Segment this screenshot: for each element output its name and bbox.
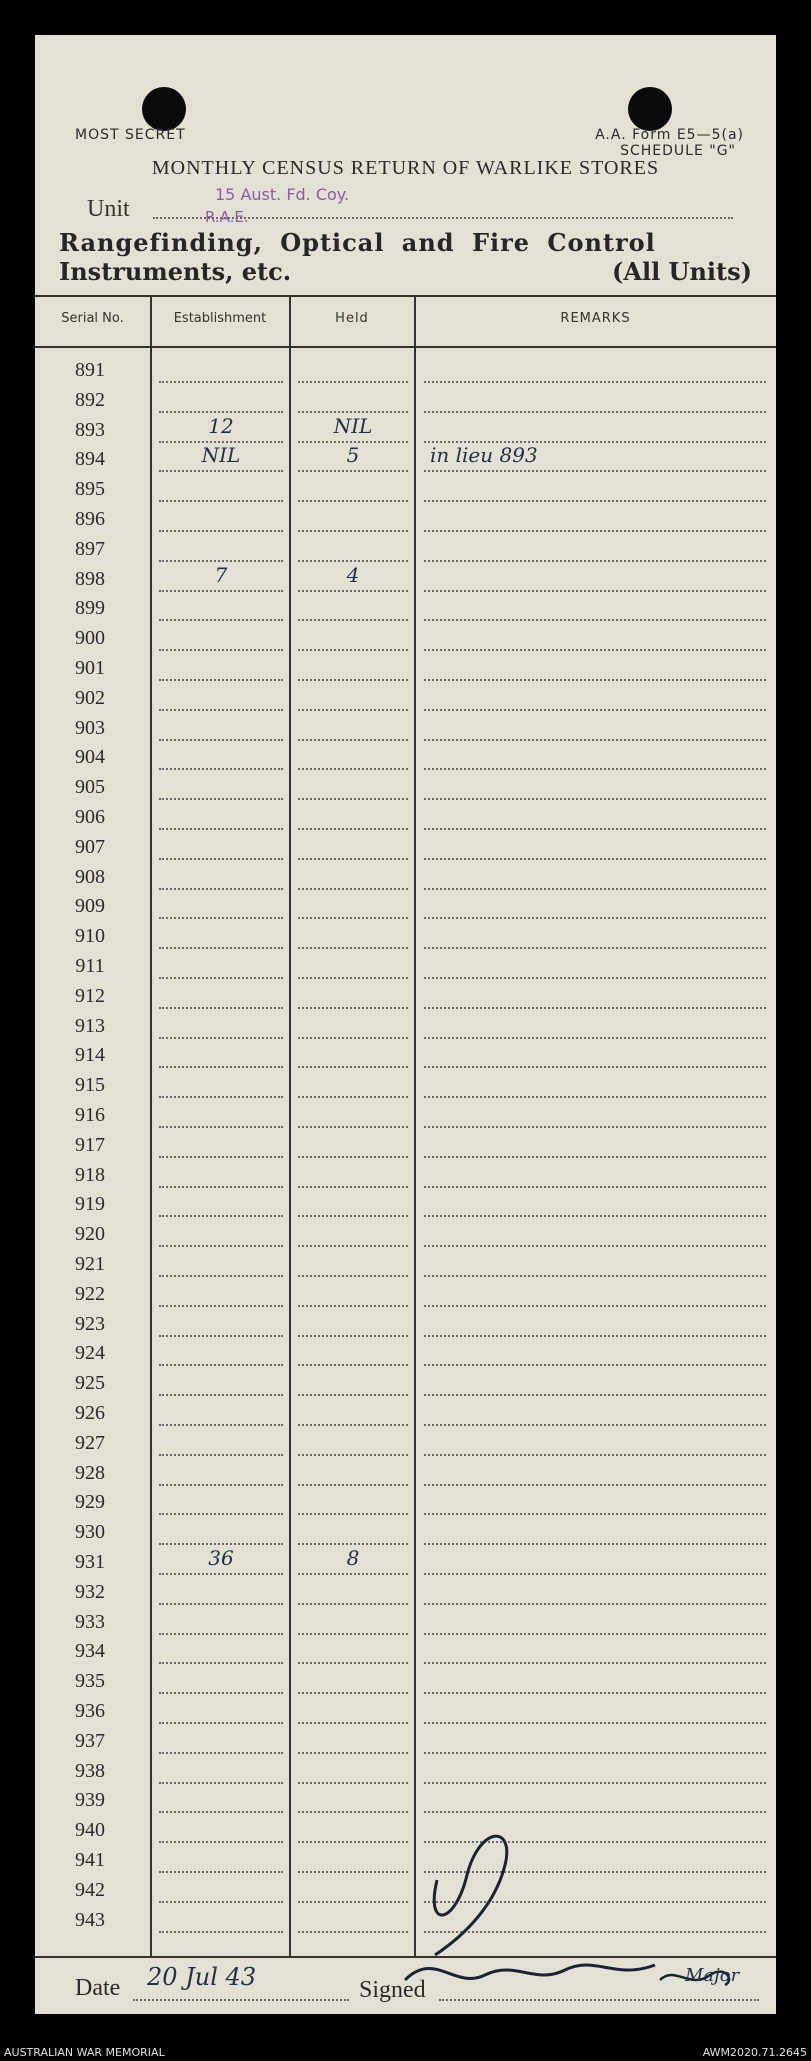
held-line	[298, 1215, 408, 1217]
remarks-line	[424, 590, 766, 592]
column-divider-2	[289, 296, 291, 1957]
serial-number: 899	[75, 597, 105, 620]
serial-number: 903	[75, 716, 105, 739]
serial-number: 943	[75, 1908, 105, 1931]
remarks-line	[424, 739, 766, 741]
establishment-value: 12	[208, 413, 234, 438]
held-line	[298, 649, 408, 651]
held-line	[298, 768, 408, 770]
serial-number: 912	[75, 984, 105, 1007]
establishment-line	[159, 1692, 283, 1694]
held-line	[298, 798, 408, 800]
held-line	[298, 1096, 408, 1098]
remarks-line	[424, 947, 766, 949]
remarks-line	[424, 500, 766, 502]
held-line	[298, 1364, 408, 1366]
establishment-line	[159, 411, 283, 413]
held-line	[298, 619, 408, 621]
punch-hole-right	[628, 87, 672, 131]
remarks-line	[424, 411, 766, 413]
serial-number: 924	[75, 1342, 105, 1365]
establishment-line	[159, 1722, 283, 1724]
serial-number: 913	[75, 1014, 105, 1037]
establishment-line	[159, 679, 283, 681]
serial-number: 940	[75, 1819, 105, 1842]
remarks-line	[424, 1275, 766, 1277]
establishment-line	[159, 619, 283, 621]
remarks-value: in lieu 893	[430, 443, 538, 468]
census-form	[35, 35, 776, 2014]
serial-number: 937	[75, 1729, 105, 1752]
establishment-line	[159, 1901, 283, 1903]
establishment-line	[159, 1126, 283, 1128]
establishment-line	[159, 1007, 283, 1009]
serial-number: 920	[75, 1223, 105, 1246]
establishment-line	[159, 381, 283, 383]
date-dotted-line	[133, 1999, 349, 2001]
held-line	[298, 1573, 408, 1575]
serial-number: 908	[75, 865, 105, 888]
signature-flourish	[35, 35, 776, 2014]
remarks-line	[424, 649, 766, 651]
unit-label: Unit	[87, 196, 130, 222]
held-value: 8	[346, 1546, 360, 1570]
column-header-remarks: REMARKS	[560, 311, 631, 326]
establishment-line	[159, 1096, 283, 1098]
establishment-value: 7	[214, 562, 228, 587]
establishment-line	[159, 1156, 283, 1158]
establishment-line	[159, 1335, 283, 1337]
held-line	[298, 828, 408, 830]
held-line	[298, 1454, 408, 1456]
establishment-line	[159, 470, 283, 472]
serial-number: 921	[75, 1253, 105, 1275]
remarks-line	[424, 1215, 766, 1217]
held-line	[298, 1394, 408, 1396]
establishment-line	[159, 1364, 283, 1366]
remarks-line	[424, 679, 766, 681]
form-title: MONTHLY CENSUS RETURN OF WARLIKE STORES	[151, 157, 660, 179]
header-rule-bottom	[35, 346, 776, 348]
serial-number: 894	[75, 448, 105, 471]
serial-number: 942	[75, 1878, 105, 1901]
remarks-line	[424, 1037, 766, 1039]
serial-number: 897	[75, 537, 105, 560]
header-rule-top	[35, 295, 776, 297]
remarks-line	[424, 828, 766, 830]
establishment-line	[159, 530, 283, 532]
establishment-value: NIL	[201, 443, 241, 468]
held-line	[298, 1811, 408, 1813]
held-line	[298, 1275, 408, 1277]
serial-number: 909	[75, 895, 105, 918]
held-line	[298, 1335, 408, 1337]
serial-number: 926	[75, 1402, 105, 1424]
schedule-label: SCHEDULE "G"	[620, 143, 736, 159]
serial-number: 891	[75, 359, 105, 381]
held-line	[298, 1603, 408, 1605]
held-line	[298, 1782, 408, 1784]
remarks-line	[424, 1305, 766, 1307]
remarks-line	[424, 1722, 766, 1724]
serial-number: 910	[75, 925, 105, 948]
held-value: NIL	[333, 413, 373, 438]
remarks-line	[424, 1543, 766, 1545]
heading-line1: Rangefinding, Optical and Fire Control	[59, 228, 656, 257]
remarks-line	[424, 619, 766, 621]
held-line	[298, 590, 408, 592]
establishment-line	[159, 1245, 283, 1247]
held-line	[298, 739, 408, 741]
remarks-line	[424, 1931, 766, 1933]
establishment-line	[159, 1811, 283, 1813]
serial-number: 900	[75, 627, 105, 650]
establishment-line	[159, 1454, 283, 1456]
serial-number: 892	[75, 388, 105, 411]
remarks-line	[424, 1007, 766, 1009]
remarks-line	[424, 1126, 766, 1128]
remarks-line	[424, 1603, 766, 1605]
held-line	[298, 1692, 408, 1694]
serial-number: 915	[75, 1074, 105, 1097]
remarks-line	[424, 1752, 766, 1754]
serial-number: 911	[75, 955, 105, 977]
caption-institution: AUSTRALIAN WAR MEMORIAL	[4, 2046, 165, 2059]
unit-stamp-line2: R.A.E.	[205, 208, 249, 226]
remarks-line	[424, 470, 766, 472]
establishment-line	[159, 977, 283, 979]
date-value: 20 Jul 43	[147, 1963, 257, 1991]
remarks-line	[424, 917, 766, 919]
serial-number: 901	[75, 657, 105, 679]
punch-hole-left	[142, 87, 186, 131]
serial-number: 895	[75, 478, 105, 501]
establishment-line	[159, 1037, 283, 1039]
establishment-line	[159, 1543, 283, 1545]
serial-number: 914	[75, 1044, 105, 1067]
serial-number: 904	[75, 746, 105, 769]
remarks-line	[424, 1692, 766, 1694]
remarks-line	[424, 1335, 766, 1337]
serial-number: 927	[75, 1431, 105, 1454]
signed-label: Signed	[359, 1977, 426, 2003]
held-line	[298, 917, 408, 919]
remarks-line	[424, 1871, 766, 1873]
remarks-line	[424, 1841, 766, 1843]
held-line	[298, 1931, 408, 1933]
held-line	[298, 470, 408, 472]
held-line	[298, 441, 408, 443]
serial-number: 934	[75, 1640, 105, 1663]
remarks-line	[424, 1156, 766, 1158]
column-header-establishment: Establishment	[173, 311, 267, 326]
held-line	[298, 530, 408, 532]
serial-number: 896	[75, 508, 105, 530]
establishment-line	[159, 1603, 283, 1605]
establishment-line	[159, 649, 283, 651]
held-line	[298, 1305, 408, 1307]
date-label: Date	[75, 1975, 121, 2001]
serial-number: 919	[75, 1193, 105, 1216]
unit-stamp-line1: 15 Aust. Fd. Coy.	[215, 185, 350, 204]
establishment-line	[159, 1186, 283, 1188]
held-line	[298, 1901, 408, 1903]
serial-number: 928	[75, 1461, 105, 1484]
serial-number: 917	[75, 1133, 105, 1156]
caption-accession: AWM2020.71.2645	[702, 2046, 807, 2059]
establishment-line	[159, 888, 283, 890]
remarks-line	[424, 798, 766, 800]
establishment-line	[159, 917, 283, 919]
serial-number: 930	[75, 1521, 105, 1544]
column-header-held: Held	[335, 311, 369, 326]
remarks-line	[424, 530, 766, 532]
held-line	[298, 1126, 408, 1128]
remarks-line	[424, 1484, 766, 1486]
remarks-line	[424, 977, 766, 979]
held-line	[298, 679, 408, 681]
table-rule-bottom	[35, 1956, 776, 1958]
establishment-line	[159, 1305, 283, 1307]
remarks-line	[424, 709, 766, 711]
remarks-line	[424, 1573, 766, 1575]
establishment-line	[159, 1573, 283, 1575]
establishment-line	[159, 858, 283, 860]
serial-number: 905	[75, 776, 105, 799]
held-line	[298, 1037, 408, 1039]
serial-number: 938	[75, 1759, 105, 1782]
column-header-serial: Serial No.	[61, 311, 124, 326]
classification-label: MOST SECRET	[75, 127, 186, 143]
remarks-line	[424, 560, 766, 562]
serial-number: 918	[75, 1163, 105, 1186]
remarks-line	[424, 441, 766, 443]
remarks-line	[424, 858, 766, 860]
serial-number: 935	[75, 1670, 105, 1693]
establishment-line	[159, 739, 283, 741]
establishment-value: 36	[208, 1546, 234, 1570]
held-line	[298, 977, 408, 979]
establishment-line	[159, 441, 283, 443]
held-line	[298, 381, 408, 383]
serial-number: 933	[75, 1610, 105, 1633]
signed-dotted-line	[439, 1999, 759, 2001]
establishment-line	[159, 709, 283, 711]
column-divider-3	[414, 296, 416, 1957]
establishment-line	[159, 947, 283, 949]
held-value: 5	[346, 443, 360, 468]
establishment-line	[159, 1215, 283, 1217]
establishment-line	[159, 1841, 283, 1843]
establishment-line	[159, 1871, 283, 1873]
establishment-line	[159, 1513, 283, 1515]
remarks-line	[424, 1633, 766, 1635]
establishment-line	[159, 1752, 283, 1754]
serial-number: 922	[75, 1282, 105, 1305]
remarks-line	[424, 1454, 766, 1456]
held-line	[298, 1752, 408, 1754]
serial-number: 941	[75, 1849, 105, 1871]
held-line	[298, 1007, 408, 1009]
serial-number: 902	[75, 686, 105, 709]
held-line	[298, 1633, 408, 1635]
serial-number: 923	[75, 1312, 105, 1335]
establishment-line	[159, 590, 283, 592]
held-line	[298, 888, 408, 890]
remarks-line	[424, 1394, 766, 1396]
serial-number: 939	[75, 1789, 105, 1812]
serial-number: 936	[75, 1700, 105, 1722]
held-line	[298, 1722, 408, 1724]
held-line	[298, 1543, 408, 1545]
establishment-line	[159, 560, 283, 562]
serial-number: 916	[75, 1104, 105, 1126]
establishment-line	[159, 1066, 283, 1068]
establishment-line	[159, 500, 283, 502]
serial-number: 931	[75, 1551, 105, 1573]
serial-number: 898	[75, 567, 105, 590]
remarks-line	[424, 1424, 766, 1426]
remarks-line	[424, 1245, 766, 1247]
remarks-line	[424, 768, 766, 770]
remarks-line	[424, 381, 766, 383]
establishment-line	[159, 1633, 283, 1635]
held-line	[298, 1245, 408, 1247]
held-line	[298, 1871, 408, 1873]
held-line	[298, 1513, 408, 1515]
serial-number: 906	[75, 806, 105, 828]
signature-rank: Major	[685, 1965, 740, 1986]
held-line	[298, 858, 408, 860]
establishment-line	[159, 1931, 283, 1933]
establishment-line	[159, 768, 283, 770]
remarks-line	[424, 1186, 766, 1188]
remarks-line	[424, 1811, 766, 1813]
establishment-line	[159, 1424, 283, 1426]
serial-number: 893	[75, 418, 105, 441]
remarks-line	[424, 1096, 766, 1098]
held-line	[298, 947, 408, 949]
remarks-line	[424, 1662, 766, 1664]
establishment-line	[159, 828, 283, 830]
column-divider-1	[150, 296, 152, 1957]
held-line	[298, 709, 408, 711]
remarks-line	[424, 1364, 766, 1366]
form-number: A.A. Form E5—5(a)	[595, 127, 744, 143]
held-line	[298, 411, 408, 413]
remarks-line	[424, 888, 766, 890]
establishment-line	[159, 1275, 283, 1277]
establishment-line	[159, 1662, 283, 1664]
held-value: 4	[346, 562, 360, 587]
remarks-line	[424, 1901, 766, 1903]
serial-number: 907	[75, 835, 105, 858]
remarks-line	[424, 1513, 766, 1515]
held-line	[298, 1662, 408, 1664]
held-line	[298, 1841, 408, 1843]
establishment-line	[159, 1394, 283, 1396]
heading-line2: Instruments, etc.	[59, 257, 292, 286]
establishment-line	[159, 798, 283, 800]
held-line	[298, 1424, 408, 1426]
heading-scope: (All Units)	[611, 257, 752, 286]
held-line	[298, 500, 408, 502]
remarks-line	[424, 1782, 766, 1784]
held-line	[298, 560, 408, 562]
serial-number: 929	[75, 1491, 105, 1514]
held-line	[298, 1484, 408, 1486]
remarks-line	[424, 1066, 766, 1068]
serial-number: 932	[75, 1580, 105, 1603]
held-line	[298, 1066, 408, 1068]
establishment-line	[159, 1484, 283, 1486]
serial-number: 925	[75, 1372, 105, 1395]
held-line	[298, 1186, 408, 1188]
establishment-line	[159, 1782, 283, 1784]
held-line	[298, 1156, 408, 1158]
